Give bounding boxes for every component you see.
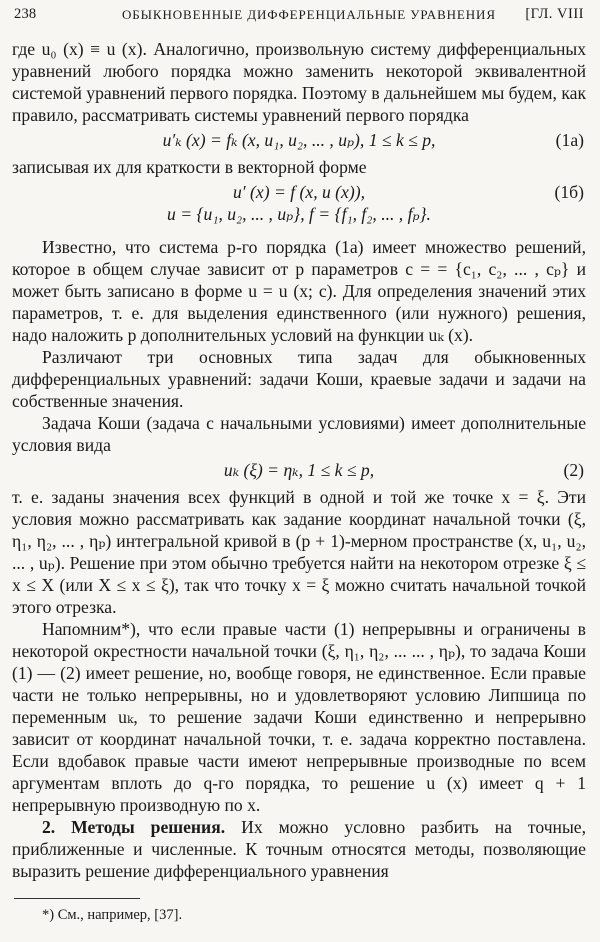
equation-formula: u′ (x) = f (x, u (x)), (233, 182, 365, 202)
running-header (14, 6, 584, 30)
page-number: 238 (14, 6, 37, 22)
paragraph-text: Их можно условно разбить на точные, приближенные и численные. К точным относятся методы, позволяющие выразить решение дифференциального уравнения (12, 817, 586, 881)
equation-formula: u = {u₁, u₂, ... , uₚ}, f = {f₁, f₂, ... , fₚ}. (167, 204, 431, 224)
equation-2 (12, 456, 586, 486)
chapter-label: [ГЛ. VIII (525, 6, 584, 22)
page-body (12, 38, 586, 882)
paragraph: Известно, что система p-го порядка (1a) имеет множество решений, которое в общем случае зависит от p параметров c = = {c₁, c₂, ... , cₚ} и может быть записано в форме u = u (x; c). Для определения значений этих параметров, т. е. для выделения единственного (или нужного) решения, надо наложить p дополнительных условий на функции uₖ (x). (12, 237, 586, 345)
equation-1a (12, 126, 586, 156)
running-title: ОБЫКНОВЕННЫЕ ДИФФЕРЕНЦИАЛЬНЫЕ УРАВНЕНИЯ (122, 7, 496, 22)
paragraph: Напомним*), что если правые части (1) непрерывны и ограничены в некоторой окрестности начальной точки (ξ, η₁, η₂, ... ... , ηₚ), то задача Коши (1) — (2) имеет решение, но, вообще говоря, не единственное. Если правые части не только непрерывны, но и удовлетворяют условию Липшица по переменным uₖ, то решение задачи Коши единственно и непрерывно зависит от координат начальной точки, т. е. задача корректно поставлена. Если вдобавок правые части имеют непрерывные производные по всем аргументам вплоть до q-го порядка, то решение u (x) имеет q + 1 непрерывную производную по x. (12, 619, 586, 815)
equation-formula: u′ₖ (x) = fₖ (x, u₁, u₂, ... , uₚ), 1 ≤ k ≤ p, (162, 130, 436, 150)
paragraph: Задача Коши (задача с начальными условиями) имеет дополнительные условия вида (12, 413, 586, 455)
paragraph (12, 816, 586, 882)
equation-number: (1а) (555, 130, 584, 150)
footnote-rule (14, 898, 140, 899)
equation-number: (1б) (554, 182, 584, 202)
paragraph: т. е. заданы значения всех функций в одной и той же точке x = ξ. Эти условия можно рассматривать как задание координат начальной точки (ξ, η₁, η₂, ... , ηₚ) интегральной кривой в (p + 1)-мерном пространстве (x, u₁, u₂, ... , uₚ). Решение при этом обычно требуется найти на некотором отрезке ξ ≤ x ≤ X (или X ≤ x ≤ ξ), так что точку x = ξ можно считать начальной точкой этого отрезка. (12, 487, 586, 617)
footnote: *) См., например, [37]. (42, 907, 183, 923)
equation-number: (2) (563, 460, 584, 480)
paragraph: записывая их для краткости в векторной форме (12, 157, 367, 177)
section-heading: 2. Методы решения. (42, 817, 226, 837)
paragraph: где u₀ (x) ≡ u (x). Аналогично, произвольную систему дифференциальных уравнений любого порядка можно заменить некоторой эквивалентной системой уравнений первого порядка. Поэтому в дальнейшем мы будем, как правило, рассматривать системы уравнений первого порядка (12, 39, 586, 125)
equation-1b (12, 178, 586, 228)
equation-formula: uₖ (ξ) = ηₖ, 1 ≤ k ≤ p, (223, 460, 375, 480)
paragraph: Различают три основных типа задач для обыкновенных дифференциальных уравнений: задачи Коши, краевые задачи и задачи на собственные значения. (12, 347, 586, 411)
